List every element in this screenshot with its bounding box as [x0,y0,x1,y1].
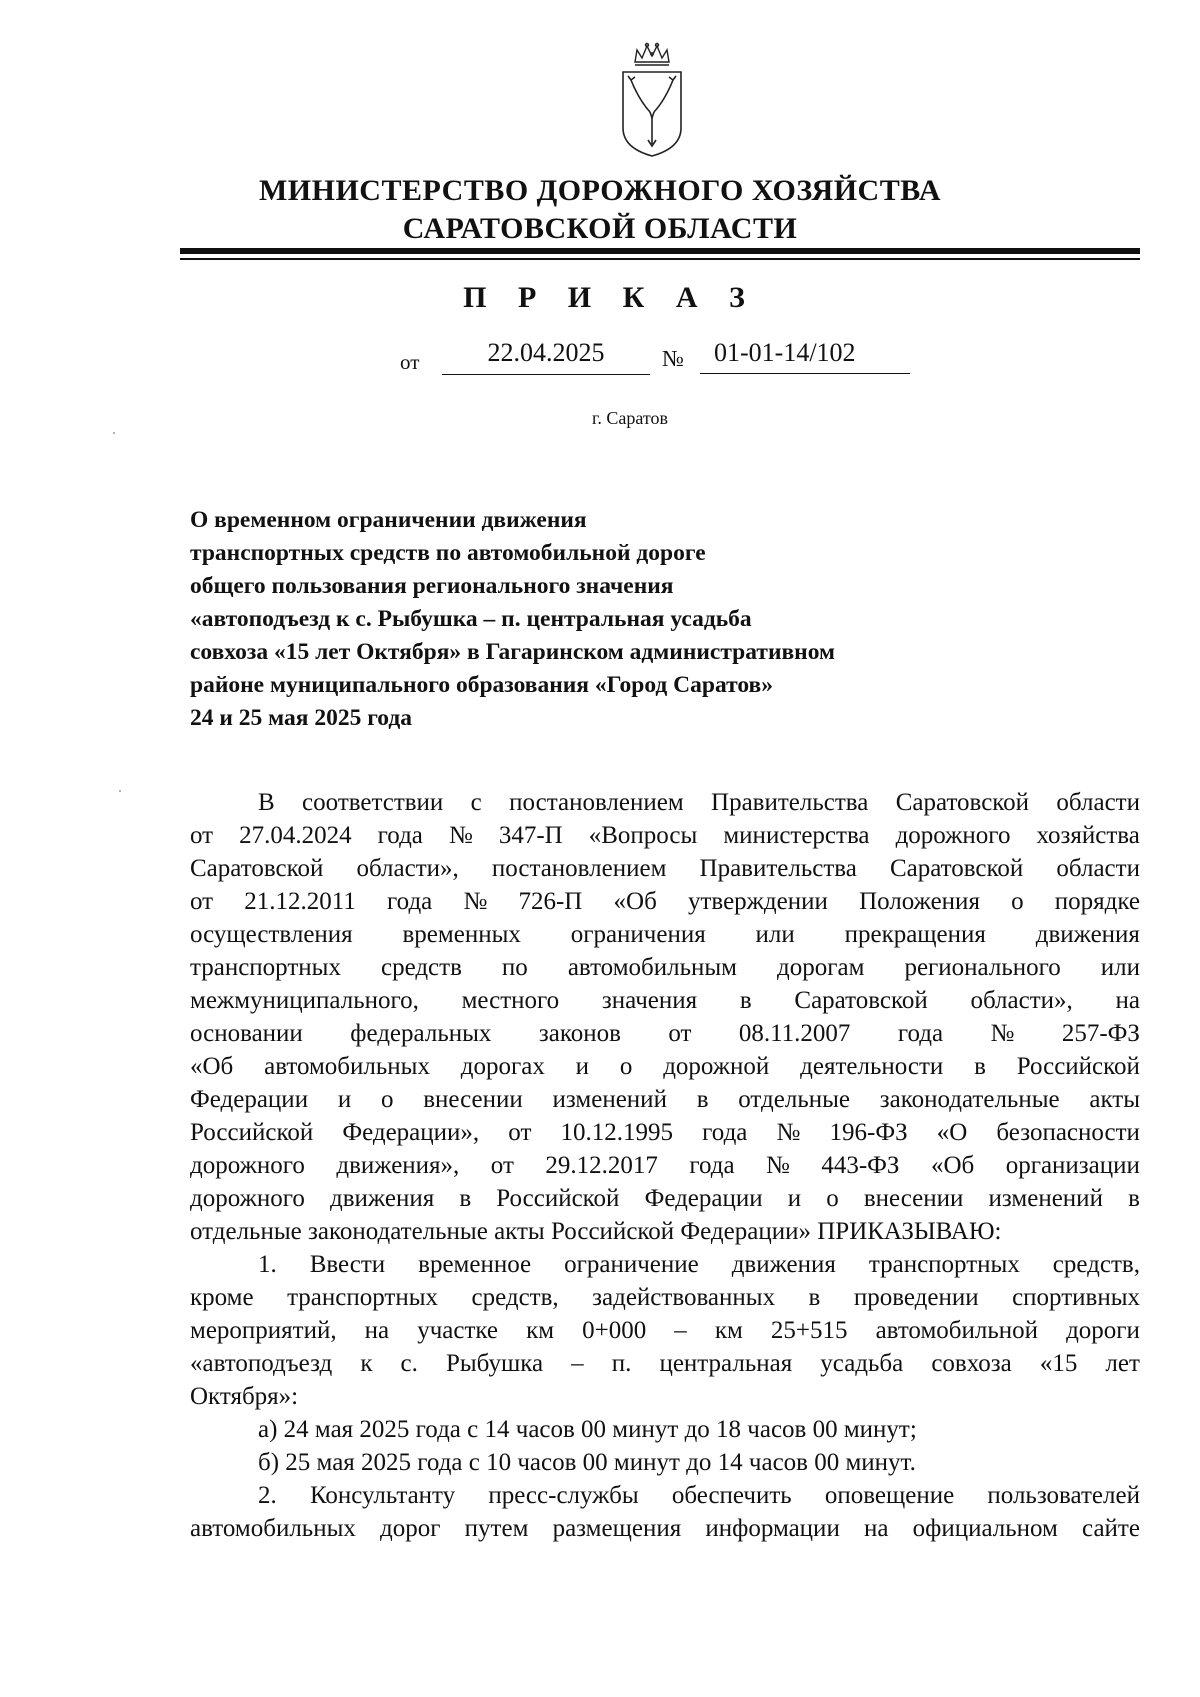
body-word: и [575,1053,590,1080]
body-word: – [571,1350,584,1377]
body-word: области [1056,789,1140,816]
body-word: в [696,1086,709,1113]
body-word: 726-П [518,888,583,915]
body-word: Федерации [644,1185,763,1212]
body-word: б) 25 мая 2025 года с 10 часов 00 минут до 14 часов 00 минут. [258,1449,916,1476]
body-word: постановлением [509,789,684,816]
body-word: Рыбушка [445,1350,544,1377]
body-word: местного [461,987,560,1014]
body-word: официальном [912,1515,1058,1542]
body-line [190,1182,1140,1215]
body-word: 1. [258,1251,277,1278]
body-word: Ввести [309,1251,386,1278]
body-word: № [776,1119,801,1146]
body-word: о [826,1185,839,1212]
body-word: Правительства [711,789,869,816]
body-word: дороги [1066,1317,1140,1344]
body-word: года [897,1020,944,1047]
header-divider-thin [180,258,1140,260]
body-word: порядке [1054,888,1140,915]
number-label: № [662,346,684,371]
body-line [190,885,1140,918]
body-word: или [1100,954,1140,981]
body-word: Российской [496,1185,620,1212]
body-word: 257-ФЗ [1061,1020,1140,1047]
body-word: постановлением [491,855,667,882]
body-word: организации [1005,1152,1140,1179]
subject-line: «автоподъезд к с. Рыбушка – п. центральная усадьба [190,606,752,632]
subject-line: общего пользования регионального значения [190,573,674,599]
body-word: мероприятий, [190,1317,337,1344]
body-word: федеральных [350,1020,492,1047]
body-word: внесении [423,1086,523,1113]
body-line [190,786,1140,819]
body-word: транспортных [190,954,341,981]
body-word: министерства [723,822,870,849]
body-word: от [190,888,214,915]
body-word: движения [731,1251,836,1278]
body-word: 08.11.2007 [738,1020,851,1047]
body-word: автомобильных [190,1515,356,1542]
body-line [190,1479,1140,1512]
body-word: Правительства [699,855,857,882]
body-word: деятельности [800,1053,944,1080]
body-word: 443-ФЗ [821,1152,900,1179]
body-word: в [1128,1185,1140,1212]
order-city: г. Саратов [592,408,668,428]
body-word: основании [190,1020,303,1047]
body-line [190,852,1140,885]
saratov-coat-of-arms-icon [617,40,687,160]
body-word: дорожного [895,822,1011,849]
body-word: соответствии [302,789,444,816]
body-line [190,1215,1140,1248]
body-word: утверждении [687,888,828,915]
body-word: В [258,789,275,816]
body-word: временных [402,921,521,948]
body-word: 2. [258,1482,277,1509]
body-word: Российской [1016,1053,1140,1080]
body-word: пресс-службы [488,1482,639,1509]
body-word: путем [464,1515,529,1542]
body-word: усадьба [820,1350,904,1377]
body-word: акты [1089,1086,1140,1113]
body-line [190,1017,1140,1050]
body-word: законов [538,1020,621,1047]
body-word: от [508,1119,532,1146]
body-word: движения [330,1185,435,1212]
body-word: Федерации», [342,1119,480,1146]
body-word: Консультанту [309,1482,456,1509]
body-word: 27.04.2024 [239,822,352,849]
body-word: осуществления [190,921,353,948]
body-word: № [990,1020,1015,1047]
body-word: км [714,1317,743,1344]
body-word: «15 [1039,1350,1078,1377]
body-word: Саратовской [895,789,1030,816]
body-word: года [387,888,433,915]
body-word: «Вопросы [588,822,698,849]
body-word: 25+515 [770,1317,848,1344]
body-word: регионального [904,954,1061,981]
body-word: участке [417,1317,499,1344]
body-word: Федерации [190,1086,309,1113]
body-word: безопасности [996,1119,1140,1146]
body-word: автомобильных [264,1053,430,1080]
body-word: Саратовской [889,855,1024,882]
body-word: области», [356,855,459,882]
body-word: 0+000 [582,1317,647,1344]
body-line [190,1512,1140,1545]
body-line [190,1116,1140,1149]
subject-line: транспортных средств по автомобильной дороге [190,540,706,566]
body-word: спортивных [1012,1284,1140,1311]
body-word: к [360,1350,373,1377]
subject-line: совхоза «15 лет Октября» в Гагаринском административном [190,639,836,665]
body-word: движения [1035,921,1140,948]
body-word: проведении [853,1284,979,1311]
body-word: дорогах [460,1053,545,1080]
body-word: «О [936,1119,968,1146]
body-word: лет [1105,1350,1140,1377]
body-line [190,1347,1140,1380]
body-word: внесении [863,1185,964,1212]
body-word: отдельные законодательные акты Российской Федерации» ПРИКАЗЫВАЮ: [190,1218,1002,1245]
body-line [190,1413,1140,1446]
body-word: года [377,822,423,849]
body-word: средств [380,954,462,981]
body-word: законодательные [879,1086,1060,1113]
body-word: на [863,1515,889,1542]
body-word: изменений [988,1185,1103,1212]
body-word: отдельные [738,1086,850,1113]
body-word: транспортных [868,1251,1020,1278]
body-word: значения [601,987,698,1014]
body-word: кроме [190,1284,254,1311]
body-word: дорожного [190,1152,305,1179]
body-word: № [448,822,473,849]
body-word: Октября»: [190,1383,299,1410]
body-line [190,819,1140,852]
body-word: автомобильной [875,1317,1039,1344]
body-word: в [808,1284,821,1311]
body-word: о [1011,888,1024,915]
body-word: временное [418,1251,532,1278]
body-word: дорог [380,1515,441,1542]
body-line [190,1380,1140,1413]
ministry-name [0,172,1200,248]
body-line [190,918,1140,951]
body-line [190,1446,1140,1479]
body-word: информации [705,1515,840,1542]
body-word: и [337,1086,352,1113]
body-line [190,951,1140,984]
body-word: ограничение [564,1251,699,1278]
body-word: «автоподъезд [190,1350,333,1377]
body-word: средств, [471,1284,559,1311]
order-body [190,786,1140,1545]
header-divider-thick [180,248,1140,254]
body-word: в [459,1185,472,1212]
body-word: центральная [659,1350,793,1377]
body-word: п. [611,1350,632,1377]
body-word: межмуниципального, [190,987,419,1014]
body-word: пользователей [987,1482,1140,1509]
body-word: оповещение [824,1482,955,1509]
body-word: на [1115,987,1140,1014]
body-word: ограничения [570,921,706,948]
body-word: о [619,1053,633,1080]
body-word: с. [400,1350,418,1377]
body-word: Российской [190,1119,314,1146]
body-word: в [739,987,752,1014]
body-word: совхоза [931,1350,1012,1377]
body-word: хозяйства [1036,822,1140,849]
body-line [190,1281,1140,1314]
body-line [190,1083,1140,1116]
body-word: «Об [930,1152,975,1179]
body-word: от [668,1020,692,1047]
body-word: «Об [190,1053,234,1080]
body-word: области [1056,855,1140,882]
body-word: 21.12.2011 [244,888,356,915]
order-date: 22.04.2025 [442,338,650,375]
body-word: № [766,1152,790,1179]
ministry-name-line-1: МИНИСТЕРСТВО ДОРОЖНОГО ХОЗЯЙСТВА [258,174,942,207]
body-word: дорожной [663,1053,770,1080]
body-word: размещения [552,1515,682,1542]
subject-line: О временном ограничении движения [190,507,587,533]
body-word: 196-ФЗ [829,1119,908,1146]
body-word: года [702,1119,748,1146]
body-word: – [674,1317,687,1344]
subject-line: районе муниципального образования «Город Саратов» [190,672,773,698]
body-word: или [755,921,795,948]
body-word: км [526,1317,555,1344]
order-title: П Р И К А З [463,281,757,314]
body-word: области», [970,987,1073,1014]
body-word: о [380,1086,394,1113]
body-word: № [463,888,488,915]
body-word: по [501,954,528,981]
body-word: а) 24 мая 2025 года с 14 часов 00 минут до 18 часов 00 минут; [258,1416,917,1443]
body-word: года [689,1152,735,1179]
body-word: дорожного [190,1185,305,1212]
body-word: «Об [613,888,657,915]
scan-speck [113,432,115,434]
body-line [190,1248,1140,1281]
date-label: от [400,350,420,374]
body-word: от [190,822,214,849]
body-word: в [974,1053,986,1080]
body-word: 29.12.2017 [545,1152,658,1179]
body-word: движения», [336,1152,460,1179]
body-word: 10.12.1995 [560,1119,674,1146]
body-word: сайте [1082,1515,1140,1542]
body-word: на [364,1317,390,1344]
body-word: прекращения [844,921,986,948]
body-word: обеспечить [671,1482,792,1509]
order-number: 01-01-14/102 [700,338,910,374]
body-word: с [470,789,482,816]
body-word: и [787,1185,802,1212]
order-subject [190,504,990,735]
body-word: автомобильным [567,954,738,981]
body-word: транспортных [287,1284,439,1311]
body-word: изменений [552,1086,667,1113]
body-word: средств, [1052,1251,1140,1278]
subject-line: 24 и 25 мая 2025 года [190,705,413,731]
body-line [190,1050,1140,1083]
body-word: Саратовской [794,987,928,1014]
body-word: дорогам [777,954,865,981]
body-line [190,984,1140,1017]
body-word: 347-П [498,822,563,849]
body-word: Положения [859,888,980,915]
body-word: Саратовской [190,855,324,882]
body-line [190,1314,1140,1347]
body-word: от [490,1152,514,1179]
scan-speck [119,790,121,792]
body-word: задействованных [592,1284,776,1311]
ministry-name-line-2: САРАТОВСКОЙ ОБЛАСТИ [402,212,798,245]
body-line [190,1149,1140,1182]
